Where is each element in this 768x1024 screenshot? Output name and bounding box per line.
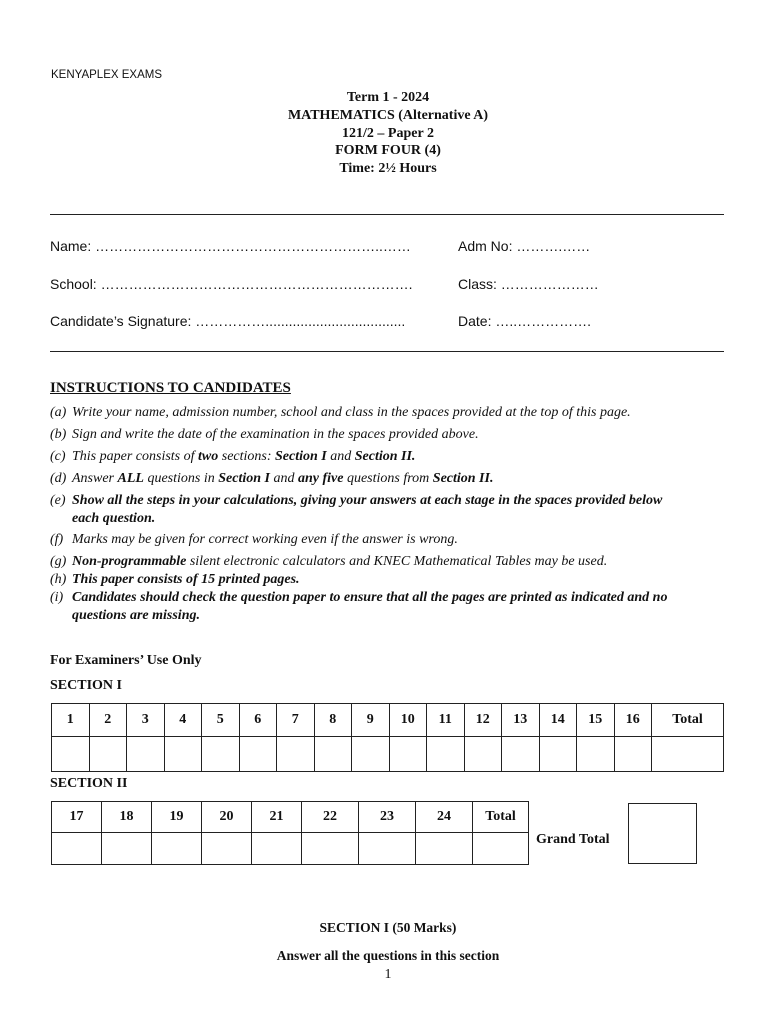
instruction-key: (h) xyxy=(50,572,67,587)
question-header: 9 xyxy=(352,704,390,737)
question-header: 18 xyxy=(102,802,152,833)
question-header: 20 xyxy=(202,802,252,833)
question-header: 23 xyxy=(359,802,416,833)
score-cell[interactable] xyxy=(277,737,315,772)
instruction-text: and xyxy=(326,449,355,464)
question-header: 24 xyxy=(416,802,473,833)
score-cell[interactable] xyxy=(302,833,359,865)
instruction-key: (a) xyxy=(50,405,67,420)
question-header: 2 xyxy=(89,704,127,737)
score-cell[interactable] xyxy=(102,833,152,865)
total-header: Total xyxy=(652,704,724,737)
instruction-text: questions from xyxy=(343,471,433,486)
instruction-e xyxy=(50,492,730,528)
instruction-emphasis: Candidates should check the question paper to ensure that all the pages are printed as indicated and no xyxy=(72,590,668,605)
score-cell[interactable] xyxy=(539,737,577,772)
instruction-key: (i) xyxy=(50,590,64,605)
section-subheading: Answer all the questions in this section xyxy=(276,948,500,963)
exam-paper-code: 121/2 – Paper 2 xyxy=(342,126,434,141)
question-header: 6 xyxy=(239,704,277,737)
question-header: 16 xyxy=(614,704,652,737)
score-cell[interactable] xyxy=(239,737,277,772)
exam-subject: MATHEMATICS (Alternative A) xyxy=(287,108,489,123)
question-header: 15 xyxy=(577,704,615,737)
section-two-marks-table xyxy=(51,801,529,865)
section-one-header-row xyxy=(52,704,724,737)
organisation-label: KENYAPLEX EXAMS xyxy=(51,69,162,81)
score-cell[interactable] xyxy=(614,737,652,772)
instruction-c xyxy=(50,448,730,466)
instruction-emphasis: ALL xyxy=(117,471,144,486)
bottom-divider xyxy=(50,351,724,352)
score-cell[interactable] xyxy=(427,737,465,772)
instruction-i xyxy=(50,589,730,625)
name-field[interactable]: Name: ……………………………………………………..…… xyxy=(50,238,411,254)
question-header: 17 xyxy=(52,802,102,833)
question-header: 1 xyxy=(52,704,90,737)
instruction-emphasis: Show all the steps in your calculations, giving your answers at each stage in the spaces provided below xyxy=(72,493,663,508)
question-header: 12 xyxy=(464,704,502,737)
section-one-score-row xyxy=(52,737,724,772)
examiners-title: For Examiners’ Use Only xyxy=(50,653,202,668)
instruction-emphasis: Non-programmable xyxy=(72,554,187,569)
instruction-key: (d) xyxy=(50,471,67,486)
date-field[interactable]: Date: …..……………. xyxy=(458,313,592,329)
page-number: 1 xyxy=(384,967,392,982)
score-cell[interactable] xyxy=(127,737,165,772)
instruction-key: (g) xyxy=(50,554,67,569)
instruction-emphasis: This paper consists of 15 printed pages. xyxy=(72,572,300,587)
instruction-text: Answer xyxy=(72,471,118,486)
score-cell[interactable] xyxy=(202,833,252,865)
score-cell[interactable] xyxy=(359,833,416,865)
score-cell[interactable] xyxy=(416,833,473,865)
exam-time: Time: 2½ Hours xyxy=(339,161,437,176)
instruction-emphasis: Section II. xyxy=(432,471,494,486)
instruction-b xyxy=(50,426,730,444)
signature-field[interactable]: Candidate’s Signature: …………….................................... xyxy=(50,313,406,329)
grand-total-label: Grand Total xyxy=(536,832,610,847)
grand-total-box[interactable] xyxy=(628,803,697,864)
section-two-header-row xyxy=(52,802,529,833)
question-header: 14 xyxy=(539,704,577,737)
instruction-emphasis: Section II. xyxy=(354,449,416,464)
score-cell[interactable] xyxy=(89,737,127,772)
score-cell[interactable] xyxy=(152,833,202,865)
question-header: 22 xyxy=(302,802,359,833)
total-header: Total xyxy=(473,802,529,833)
instruction-emphasis: Section I xyxy=(275,449,327,464)
question-header: 11 xyxy=(427,704,465,737)
school-field[interactable]: School: …………………………………………………………. xyxy=(50,276,413,292)
exam-term: Term 1 - 2024 xyxy=(346,90,430,105)
instruction-key: (e) xyxy=(50,493,66,508)
question-header: 4 xyxy=(164,704,202,737)
instruction-d xyxy=(50,470,730,488)
question-header: 8 xyxy=(314,704,352,737)
adm-no-field[interactable]: Adm No: ……….…… xyxy=(458,238,591,254)
instruction-g xyxy=(50,553,730,571)
instruction-key: (c) xyxy=(50,449,66,464)
top-divider xyxy=(50,214,724,215)
question-header: 13 xyxy=(502,704,540,737)
instruction-text: sections: xyxy=(218,449,276,464)
instruction-emphasis: each question. xyxy=(72,511,156,526)
exam-form: FORM FOUR (4) xyxy=(335,143,441,158)
score-cell[interactable] xyxy=(502,737,540,772)
section-one-label: SECTION I xyxy=(50,678,122,693)
section-two-label: SECTION II xyxy=(50,776,128,791)
instruction-text: This paper consists of xyxy=(72,449,199,464)
score-cell[interactable] xyxy=(314,737,352,772)
instruction-text: and xyxy=(269,471,298,486)
total-cell[interactable] xyxy=(652,737,724,772)
score-cell[interactable] xyxy=(52,833,102,865)
score-cell[interactable] xyxy=(202,737,240,772)
instructions-title: INSTRUCTIONS TO CANDIDATES xyxy=(50,380,291,396)
instruction-key: (b) xyxy=(50,427,67,442)
instruction-text: Marks may be given for correct working even if the answer is wrong. xyxy=(72,532,458,547)
instruction-text: Sign and write the date of the examination in the spaces provided above. xyxy=(72,427,479,442)
question-header: 19 xyxy=(152,802,202,833)
instruction-emphasis: Section I xyxy=(218,471,270,486)
section-two-score-row xyxy=(52,833,529,865)
score-cell[interactable] xyxy=(464,737,502,772)
instruction-key: (f) xyxy=(50,532,64,547)
class-field[interactable]: Class: ………………… xyxy=(458,276,599,292)
instruction-f xyxy=(50,531,730,549)
score-cell[interactable] xyxy=(352,737,390,772)
score-cell[interactable] xyxy=(577,737,615,772)
instruction-emphasis: questions are missing. xyxy=(72,608,200,623)
instruction-h xyxy=(50,571,730,589)
question-header: 7 xyxy=(277,704,315,737)
question-header: 3 xyxy=(127,704,165,737)
instruction-text: questions in xyxy=(143,471,219,486)
question-header: 10 xyxy=(389,704,427,737)
score-cell[interactable] xyxy=(252,833,302,865)
score-cell[interactable] xyxy=(52,737,90,772)
question-header: 21 xyxy=(252,802,302,833)
instruction-a xyxy=(50,404,730,422)
score-cell[interactable] xyxy=(164,737,202,772)
instruction-text: silent electronic calculators and KNEC Mathematical Tables may be used. xyxy=(186,554,608,569)
instruction-emphasis: two xyxy=(198,449,219,464)
section-heading: SECTION I (50 Marks) xyxy=(319,920,457,935)
instruction-emphasis: any five xyxy=(297,471,344,486)
section-one-marks-table xyxy=(51,703,724,772)
question-header: 5 xyxy=(202,704,240,737)
score-cell[interactable] xyxy=(389,737,427,772)
instruction-text: Write your name, admission number, school and class in the spaces provided at the top of this page. xyxy=(72,405,631,420)
total-cell[interactable] xyxy=(473,833,529,865)
